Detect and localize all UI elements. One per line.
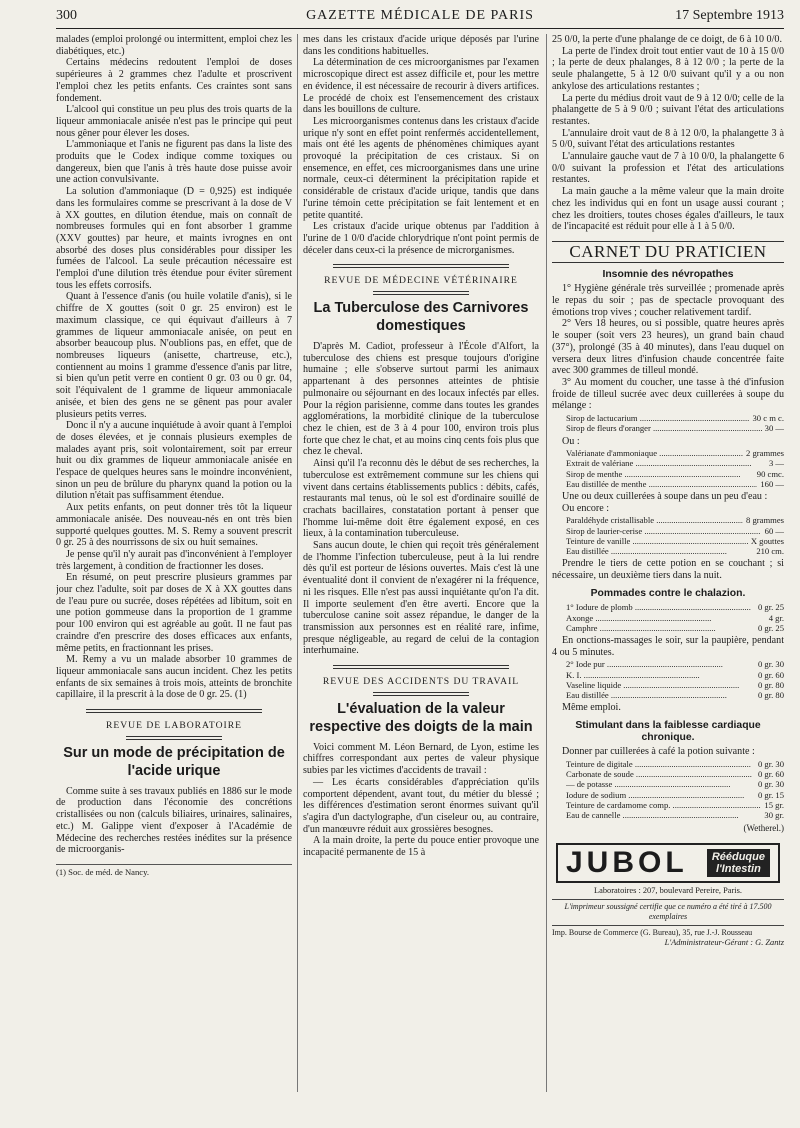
paragraph: Les microorganismes contenus dans les cristaux d'acide urique n'y sont en effet point renfermés accidentellement, mais ont été les agents de phénomènes chimiques ayant provoqué la précipitation de ces cristaux. Si on ensemence, en effet, ces microorganismes dans une urine normale, ceux-ci déterminent la précipitation rapide et considérable de cristaux d'acide urique, tandis que dans l'urine témoin cette précipitation se fait lentement et en petite quantité. (303, 115, 539, 221)
column-3 (552, 34, 784, 1094)
prescription-line (566, 448, 784, 458)
prescription (566, 659, 784, 700)
column-separator (546, 34, 547, 1092)
prescription-line (566, 670, 784, 680)
quantity: 0 gr. 60 (757, 669, 784, 680)
subsection-heading: Pommades contre le chalazion. (590, 587, 746, 599)
paragraph: D'après M. Cadiot, professeur à l'École d'Alfort, la tuberculose des chiens est presque toujours d'origine humaine ; elle s'observe surtout parmi les animaux appartenant à des personnes atteintes de phtisie pulmonaire ou séjournant en des locaux infectés par elles. Pour la région parisienne, comme dans toutes les grandes agglomérations, la morbidité clinique de la tuberculose chez le chien, est de 3 à 4 pour 100, environ trois plus forte que chez le chat, et au moins cinq cents fois plus que chez le cheval. (303, 341, 539, 458)
prescription-line (566, 413, 784, 423)
quantity: 60 — (764, 525, 784, 536)
quantity: 160 — (760, 478, 784, 489)
ingredient: — de potasse ..... (566, 779, 755, 789)
paragraph: Voici comment M. Léon Bernard, de Lyon, estime les chiffres correspondant aux pertes de valeur physique subies par les victimes d'accidents de travail : (303, 741, 539, 777)
paragraph: 3° Au moment du coucher, une tasse à thé d'infusion froide de tilleul sucrée avec deux cuillerées à soupe du mélange : (552, 376, 784, 412)
prescription-line (566, 659, 784, 669)
quantity: 30 c m c. (752, 413, 784, 424)
article-headline: L'évaluation de la valeur respective des doigts de la main (309, 700, 533, 735)
paragraph: L'annulaire droit vaut de 8 à 12 0/0, la phalangette 3 à 5 0/0, suivant l'état des articulations restantes (552, 127, 784, 151)
quantity: 0 gr. 25 (757, 622, 784, 633)
paragraph: La perte de l'index droit tout entier vaut de 10 à 15 0/0 ; la perte de deux phalanges, 8 à 12 0/0 ; la perte de la seule phalangette, 5 à 12 0/0 suivant qu'il y a ou non ankylose des articulations restantes ; (552, 45, 784, 92)
ingredient: Sirop de lactucarium ..... (566, 413, 749, 423)
ingredient: K. I. ..... (566, 670, 755, 680)
section-label: REVUE DE MÉDECINE VÉTÉRINAIRE (324, 275, 518, 287)
subsection-heading: Stimulant dans la faiblesse cardiaque chronique. (575, 719, 761, 743)
paragraph: Sans aucun doute, le chien qui reçoit très généralement de l'homme l'infection tuberculeuse, peut à la lui rendre dès qu'il est porteur de lésions ouvertes. Mais c'est là une éventualité dont il convient de n'exagérer ni la fréquence, ni les risques. Elle n'est pas aussi inquiétante qu'on l'a dit. Il importe seulement d'en être averti. Encore que la tuberculose canine soit assez répandue, le danger de la transmission aux personnes est en réalité rare, infime, presque négligeable, au regard de celui de la contagion interhumaine. (303, 540, 539, 657)
ingredient: Sirop de laurier-cerise ..... (566, 526, 762, 536)
ad-tagline-line2: l'Intestin (716, 862, 761, 875)
ingredient: Teinture de digitale ..... (566, 759, 755, 769)
prescription-line (566, 479, 784, 489)
carnet-title: CARNET DU PRATICIEN (552, 241, 784, 263)
prescription-line (566, 458, 784, 468)
section-label: REVUE DES ACCIDENTS DU TRAVAIL (322, 676, 520, 688)
paragraph: L'alcool qui constitue un peu plus des trois quarts de la liqueur ammoniacale anisée n'est pas le principe qui peut nous gêner pour élever les doses. (56, 104, 292, 139)
ad-brand: JUBOL (566, 846, 688, 880)
quantity: 3 — (768, 458, 784, 469)
prescription-line (566, 469, 784, 479)
section-divider (333, 264, 509, 268)
section-divider (126, 736, 222, 740)
ingredient: 2° Iode pur ..... (566, 659, 755, 669)
ingredient: Camphre ..... (566, 623, 755, 633)
paragraph: La détermination de ces microorganismes par l'examen microscopique direct est assez difficile et, pour les mettre en évidence, il est nécessaire de recourir à divers artifices. Le procédé de choix est l'ensemencement des cristaux dans les bouillons de culture. (303, 57, 539, 116)
paragraph: La solution d'ammoniaque (D = 0,925) est indiquée dans les formulaires comme se prescrivant à la dose de V à XX gouttes, en dilution étendue, mais on connaît de nombreuses formules qui en font absorber 1 gramme (XXV gouttes) par heure, et maints ivrognes en ont absorbé des doses plus considérables pour dissiper les fumées de l'alcool. La seule précaution nécessaire est l'emploi d'une dilution très étendue pour éviter sûrement tous les effets corrosifs. (56, 186, 292, 291)
print-run-note: L'imprimeur soussigné certifie que ce numéro a été tiré à 17.500 exemplaires (552, 899, 784, 922)
quantity: 90 cmc. (756, 468, 784, 479)
prescription-line (566, 800, 784, 810)
paragraph: Même emploi. (562, 702, 621, 714)
paragraph: La perte du médius droit vaut de 9 à 12 0/0; celle de la phalangette de 5 à 9 0/0 ; suivant l'état des articulations restantes. (552, 92, 784, 127)
prescription-line (566, 546, 784, 556)
paragraph: Donner par cuillerées à café la potion suivante : (562, 746, 755, 758)
paragraph: 2° Vers 18 heures, ou si possible, quatre heures après le souper (soit vers 23 heures), un grand bain chaud (37°), prolongé (35 à 40 minutes), dans l'eau duquel on versera deux litres d'infusion chaude concentrée faite avec 300 grammes de tilleul mondé. (552, 318, 784, 377)
prescription-line (566, 623, 784, 633)
ingredient: Eau de cannelle ..... (566, 810, 761, 820)
ad-address: Laboratoires : 207, boulevard Pereire, Paris. (594, 885, 742, 895)
paragraph: 1° Hygiène générale très surveillée ; promenade après le repas du soir ; pas de spectacle provoquant des émotions trop vives ; coucher relativement tardif. (552, 283, 784, 318)
footnote: (1) Soc. de méd. de Nancy. (56, 864, 292, 879)
ingredient: Paraldéhyde cristallisable ..... (566, 515, 743, 525)
prescription-line (566, 769, 784, 779)
paragraph: — Les écarts considérables d'appréciation qu'ils comportent dépendent, avant tout, du métier du blessé ; les différences d'estimation seront énormes suivant qu'il s'agira d'un dactylographe, d'un ciseleur ou, au contraire, d'un manœuvre réduit aux grossières besognes. (303, 776, 539, 835)
paragraph: Les cristaux d'acide urique obtenus par l'addition à l'urine de 1 0/0 d'acide chlorydrique n'ont point permis de déceler dans ceux-ci la présence de microrganismes. (303, 221, 539, 256)
prescription (566, 602, 784, 633)
section-divider (333, 665, 509, 669)
paragraph: malades (emploi prolongé ou intermittent, emploi chez les diabétiques, etc.) (56, 34, 292, 57)
quantity: 15 gr. (764, 799, 784, 810)
subsection-heading: Insomnie des névropathes (602, 268, 734, 280)
ingredient: Valérianate d'ammoniaque ..... (566, 448, 743, 458)
quantity: 2 grammes (746, 448, 784, 459)
ingredient: Extrait de valériane ..... (566, 458, 766, 468)
paragraph: mes dans les cristaux d'acide urique déposés par l'urine dans les conditions habituelles. (303, 34, 539, 57)
ad-tagline (707, 849, 770, 877)
prescription-line (566, 690, 784, 700)
paragraph: Aux petits enfants, on peut donner très tôt la liqueur ammoniacale anisée. Des nouveau-nés en ont très bien supporté quelques gouttes. M. S. Remy a souvent prescrit 0 gr. 25 à des nourrissons de six ou huit semaines. (56, 502, 292, 549)
paragraph: M. Remy a vu un malade absorber 10 grammes de liqueur ammoniacale sans aucun incident. Chez les petits enfants de six semaines à trois mois, atteints de bronchite capillaire, il la prescrit à la dose de 0 gr. 25. (1) (56, 654, 292, 701)
quantity: 0 gr. 30 (757, 659, 784, 670)
paragraph: L'annulaire gauche vaut de 7 à 10 0/0, la phalangette 6 0/0 suivant la profession et l'état des articulations restantes. (552, 151, 784, 186)
ad-tagline-line1: Rééduque (711, 850, 765, 863)
ingredient: 1° Iodure de plomb ..... (566, 602, 755, 612)
paragraph: Ou encore : (562, 502, 610, 514)
prescription-line (566, 810, 784, 820)
printer-line: Imp. Bourse de Commerce (G. Bureau), 35, rue J.-J. Rousseau (552, 925, 784, 938)
quantity: 8 grammes (746, 515, 784, 526)
ingredient: Teinture de cardamome comp. ..... (566, 800, 761, 810)
ingredient: Eau distillée de menthe ..... (566, 479, 757, 489)
prescription-line (566, 526, 784, 536)
prescription-line (566, 602, 784, 612)
prescription (566, 515, 784, 556)
section-label: REVUE DE LABORATOIRE (105, 720, 242, 732)
prescription (566, 759, 784, 820)
quantity: 0 gr. 80 (757, 689, 784, 700)
issue-date: 17 Septembre 1913 (675, 8, 784, 23)
paragraph: En onctions-massages le soir, sur la paupière, pendant 4 ou 5 minutes. (552, 634, 784, 658)
paragraph: Prendre le tiers de cette potion en se couchant ; si nécessaire, un deuxième tiers dans la nuit. (552, 558, 784, 581)
paragraph: Quant à l'essence d'anis (ou huile volatile d'anis), si le chiffre de X gouttes (soit 0 gr. 25 environ) est le maximum classique, ce qui équivaut d'ailleurs à 7 grammes de liqueur ammoniacale anisée, on peut en absorber beaucoup plus. N'oublions pas, en effet, que de nombreuses liqueurs (anisette, chartreuse, etc.), contiennent au moins 1 gramme d'essence d'anis par litre, si bien qu'un petit verre en contient 0 gr. 03 ou 0 gr. 04, soit l'équivalent de 1 gramme de liqueur ammoniacale anisée, et bien des gens ne se gênent pas pour avaler plusieurs petits verres. (56, 291, 292, 420)
prescription-line (566, 613, 784, 623)
prescription-line (566, 759, 784, 769)
ingredient: Vaseline liquide ..... (566, 680, 755, 690)
prescription (566, 448, 784, 489)
prescription-line (566, 536, 784, 546)
quantity: 0 gr. 15 (757, 789, 784, 800)
quantity: 0 gr. 60 (757, 769, 784, 780)
paragraph: A la main droite, la perte du pouce entier provoque une incapacité permanente de 15 à (303, 835, 539, 859)
quantity: 0 gr. 25 (757, 602, 784, 613)
paragraph: L'ammoniaque et l'anis ne figurent pas dans la liste des produits que le Codex indique comme toxiques ou dangereux, bien que l'anis à très haute dose puisse avoir une action convulsivante. (56, 139, 292, 186)
paragraph: Je pense qu'il n'y aurait pas d'inconvénient à l'employer très largement, à condition de fractionner les doses. (56, 548, 292, 572)
page-header (56, 6, 784, 28)
section-divider (373, 692, 469, 696)
section-divider (86, 709, 262, 713)
column-1 (56, 34, 292, 1094)
paragraph: Ou : (562, 435, 580, 447)
prescription-line (566, 423, 784, 433)
jubol-advertisement (556, 843, 780, 883)
paragraph: En résumé, on peut prescrire plusieurs grammes par jour chez l'adulte, soit par doses de X à XX gouttes dans de l'eau pure ou sucrée, doses répétées ad libitum, soit en une potion gommeuse dans la proportion de 1 gramme pour 100 environ qui est agréable au goût. Il ne faut pas craindre d'en prescrire des doses efficaces aux enfants, même petits, en fractionnant les prises. (56, 572, 292, 654)
paragraph: 25 0/0, la perte d'une phalange de ce doigt, de 6 à 10 0/0. (552, 34, 782, 45)
ingredient: Sirop de fleurs d'oranger ..... (566, 423, 762, 433)
page-number: 300 (56, 8, 77, 23)
prescription (566, 413, 784, 433)
quantity: 210 cm. (756, 546, 784, 557)
quantity: 30 — (764, 423, 784, 434)
paragraph: Ainsi qu'il l'a reconnu dès le début de ses recherches, la tuberculose est extrêmement commune sur les chiens qui vivent dans certains établissements publics : débits, cafés, restaurants mal tenus, où le sol est d'ordinaire souillé de crachats bacillaires, constatation portant à penser que l'homme lui-même doit être également exposé, en ces lieux, à la contamination tuberculeuse. (303, 458, 539, 540)
quantity: 0 gr. 30 (757, 779, 784, 790)
ingredient: Eau distillée ..... (566, 546, 753, 556)
prescription-line (566, 515, 784, 525)
prescription-line (566, 680, 784, 690)
quantity: X gouttes (750, 535, 784, 546)
prescription-line (566, 790, 784, 800)
ingredient: Axonge ..... (566, 613, 766, 623)
ingredient: Eau distillée ..... (566, 690, 755, 700)
prescription-line (566, 779, 784, 789)
quantity: 0 gr. 30 (757, 758, 784, 769)
manager-line: L'Administrateur-Gérant : G. Zantz (664, 937, 784, 947)
section-divider (373, 291, 469, 295)
paragraph: La main gauche a la même valeur que la main droite chez les individus qui en font un usage aussi courant ; chez les droitiers, toutes choses égales d'ailleurs, le taux de l'incapacité est réduit pour elle à 1 à 5 0/0. (552, 186, 784, 233)
quantity: 4 gr. (768, 612, 784, 623)
paragraph: Une ou deux cuillerées à soupe dans un peu d'eau : (562, 491, 768, 503)
ingredient: Iodure de sodium ..... (566, 790, 755, 800)
ingredient: Sirop de menthe ..... (566, 469, 754, 479)
article-headline: Sur un mode de précipitation de l'acide urique (63, 744, 285, 779)
paragraph: Donc il n'y a aucune inquiétude à avoir quant à l'emploi de doses élevées, et je connais plusieurs exemples de malades ayant pris, soit volontairement, soit par erreur huit ou dix grammes de liqueur ammoniacale anisée en l'espace de quelques heures sans le moindre inconvénient, sinon un peu de brûlure du pharynx quand la potion ou la dilution n'était pas suffisamment étendue. (56, 420, 292, 502)
paragraph: Comme suite à ses travaux publiés en 1886 sur le mode de production dans l'économie des concrétions cristallisées ou non (calculs biliaires, urinaires, salinaires, etc.) M. Galippe vient d'exposer à l'Académie de Médecine des recherches restées inédites sur la présence de microorganis- (56, 785, 292, 856)
journal-title: GAZETTE MÉDICALE DE PARIS (306, 8, 534, 23)
quantity: 30 gr. (764, 810, 784, 820)
paragraph: Certains médecins redoutent l'emploi de doses supérieures à 2 grammes chez l'adulte et proscrivent l'emploi chez les petits enfants. Ces craintes sont sans fondement. (56, 57, 292, 104)
signature: (Wetherel.) (743, 823, 784, 834)
ingredient: Carbonate de soude ..... (566, 769, 755, 779)
header-rule (56, 28, 784, 29)
article-headline: La Tuberculose des Carnivores domestiques (313, 300, 529, 335)
column-2 (303, 34, 539, 1094)
ingredient: Teinture de vanille ..... (566, 536, 748, 546)
quantity: 0 gr. 80 (757, 679, 784, 690)
column-separator (297, 34, 298, 1092)
